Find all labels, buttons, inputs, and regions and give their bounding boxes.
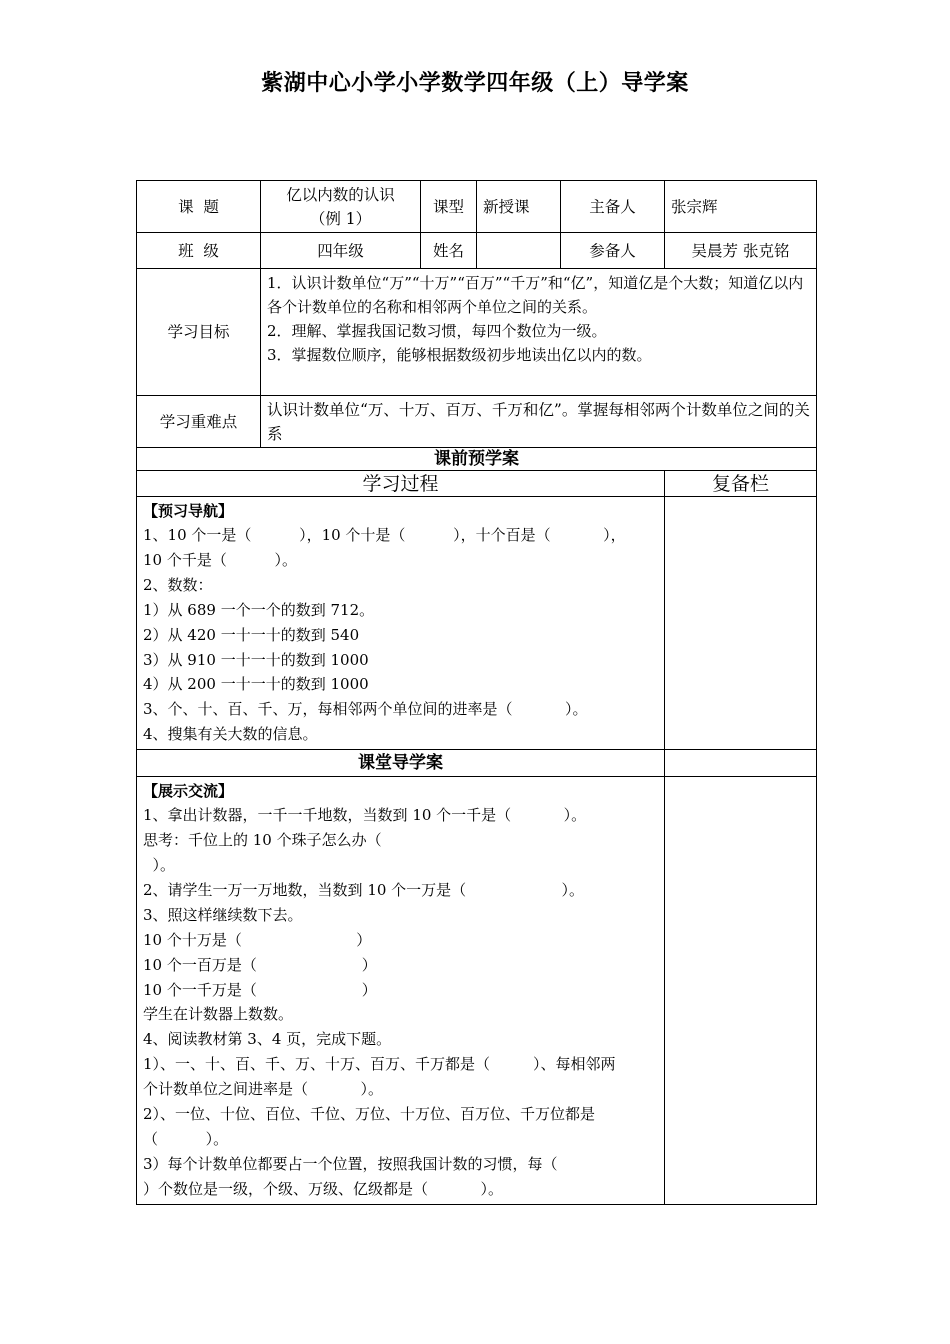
preview-line: 10 个千是（ ）。	[143, 550, 298, 569]
review-column-classroom[interactable]	[665, 777, 817, 1205]
preview-section-head: 【预习导航】	[143, 502, 234, 520]
classroom-line: 1）、一、十、百、千、万、十万、百万、千万都是（ ）、每相邻两	[143, 1055, 616, 1074]
classroom-line: 个计数单位之间进率是（ ）。	[143, 1080, 383, 1099]
header-row-class	[137, 233, 817, 269]
lesson-plan-table	[136, 180, 817, 1205]
preview-line: 3、个、十、百、千、万，每相邻两个单位间的进率是（ ）。	[143, 700, 588, 719]
preview-banner: 课前预学案	[137, 448, 817, 471]
classroom-line: 10 个一百万是（ ）	[143, 955, 377, 974]
goal-item: 1．认识计数单位“万”“十万”“百万”“千万”和“亿”，知道亿是个大数；知道亿以内各个计数单位的名称和相邻两个单位之间的关系。	[267, 274, 804, 316]
preview-line: 2）从 420 一十一十的数到 540	[143, 625, 360, 644]
preview-line: 1、10 个一是（ ），10 个十是（ ），十个百是（ ），	[143, 526, 626, 544]
preview-line: 4）从 200 一十一十的数到 1000	[143, 675, 369, 694]
header-row-topic	[137, 181, 817, 233]
name-label: 姓名	[421, 233, 477, 269]
classroom-line: 学生在计数器上数数。	[143, 1005, 294, 1024]
topic-value	[261, 181, 421, 233]
key-points-row	[137, 396, 817, 448]
topic-label: 课 题	[137, 181, 261, 233]
preview-content-row	[137, 497, 817, 750]
classroom-content-row	[137, 777, 817, 1205]
lead-value: 张宗辉	[665, 181, 817, 233]
classroom-line: 4、阅读教材第 3、4 页，完成下题。	[143, 1030, 392, 1049]
goal-item: 2．理解、掌握我国记数习惯，每四个数位为一级。	[267, 322, 607, 340]
co-label: 参备人	[561, 233, 665, 269]
preview-line: 4、搜集有关大数的信息。	[143, 725, 318, 744]
classroom-banner-row	[137, 750, 817, 777]
review-column-preview[interactable]	[665, 497, 817, 750]
subhead-row	[137, 471, 817, 497]
preview-line: 1）从 689 一个一个的数到 712。	[143, 600, 375, 619]
classroom-line: 1、拿出计数器，一千一千地数，当数到 10 个一千是（ ）。	[143, 806, 587, 825]
preview-banner-row	[137, 448, 817, 471]
topic-value-line-1: 亿以内数的认识	[286, 185, 395, 204]
co-value: 吴晨芳 张克铭	[665, 233, 817, 269]
preview-line: 3）从 910 一十一十的数到 1000	[143, 650, 369, 669]
review-column-banner	[665, 750, 817, 777]
preview-content	[137, 497, 665, 750]
classroom-line: 10 个一千万是（ ）	[143, 980, 377, 999]
lead-label: 主备人	[561, 181, 665, 233]
type-label: 课型	[421, 181, 477, 233]
goal-item: 3．掌握数位顺序，能够根据数级初步地读出亿以内的数。	[267, 346, 652, 364]
classroom-line: 10 个十万是（ ）	[143, 930, 372, 949]
class-value: 四年级	[261, 233, 421, 269]
classroom-line: ）。	[143, 855, 176, 874]
classroom-line: （ ）。	[143, 1129, 229, 1148]
goals-label: 学习目标	[137, 269, 261, 396]
document-title: 紫湖中心小学小学数学四年级（上）导学案	[261, 71, 689, 96]
classroom-line: 2、请学生一万一万地数，当数到 10 个一万是（ ）。	[143, 880, 585, 899]
process-label: 学习过程	[137, 471, 665, 497]
preview-line: 2、数数：	[143, 575, 213, 594]
classroom-line: 2）、一位、十位、百位、千位、万位、十万位、百万位、千万位都是	[143, 1105, 596, 1124]
classroom-line: 思考：千位上的 10 个珠子怎么办（	[143, 831, 382, 850]
classroom-content	[137, 777, 665, 1205]
type-value: 新授课	[477, 181, 561, 233]
classroom-line: ）个数位是一级，个级、万级、亿级都是（ ）。	[143, 1179, 503, 1198]
goals-row	[137, 269, 817, 396]
class-label: 班 级	[137, 233, 261, 269]
classroom-line: 3）每个计数单位都要占一个位置，按照我国计数的习惯，每（	[143, 1154, 558, 1173]
classroom-banner: 课堂导学案	[137, 750, 665, 777]
review-label: 复备栏	[665, 471, 817, 497]
classroom-line: 3、照这样继续数下去。	[143, 905, 303, 924]
key-points-text: 认识计数单位“万、十万、百万、千万和亿”。掌握每相邻两个计数单位之间的关系	[261, 396, 817, 448]
classroom-section-head: 【展示交流】	[143, 782, 234, 801]
goals-content	[261, 269, 817, 396]
name-field[interactable]	[477, 233, 561, 269]
topic-value-line-2: （例 1）	[309, 209, 372, 228]
key-points-label: 学习重难点	[137, 396, 261, 448]
